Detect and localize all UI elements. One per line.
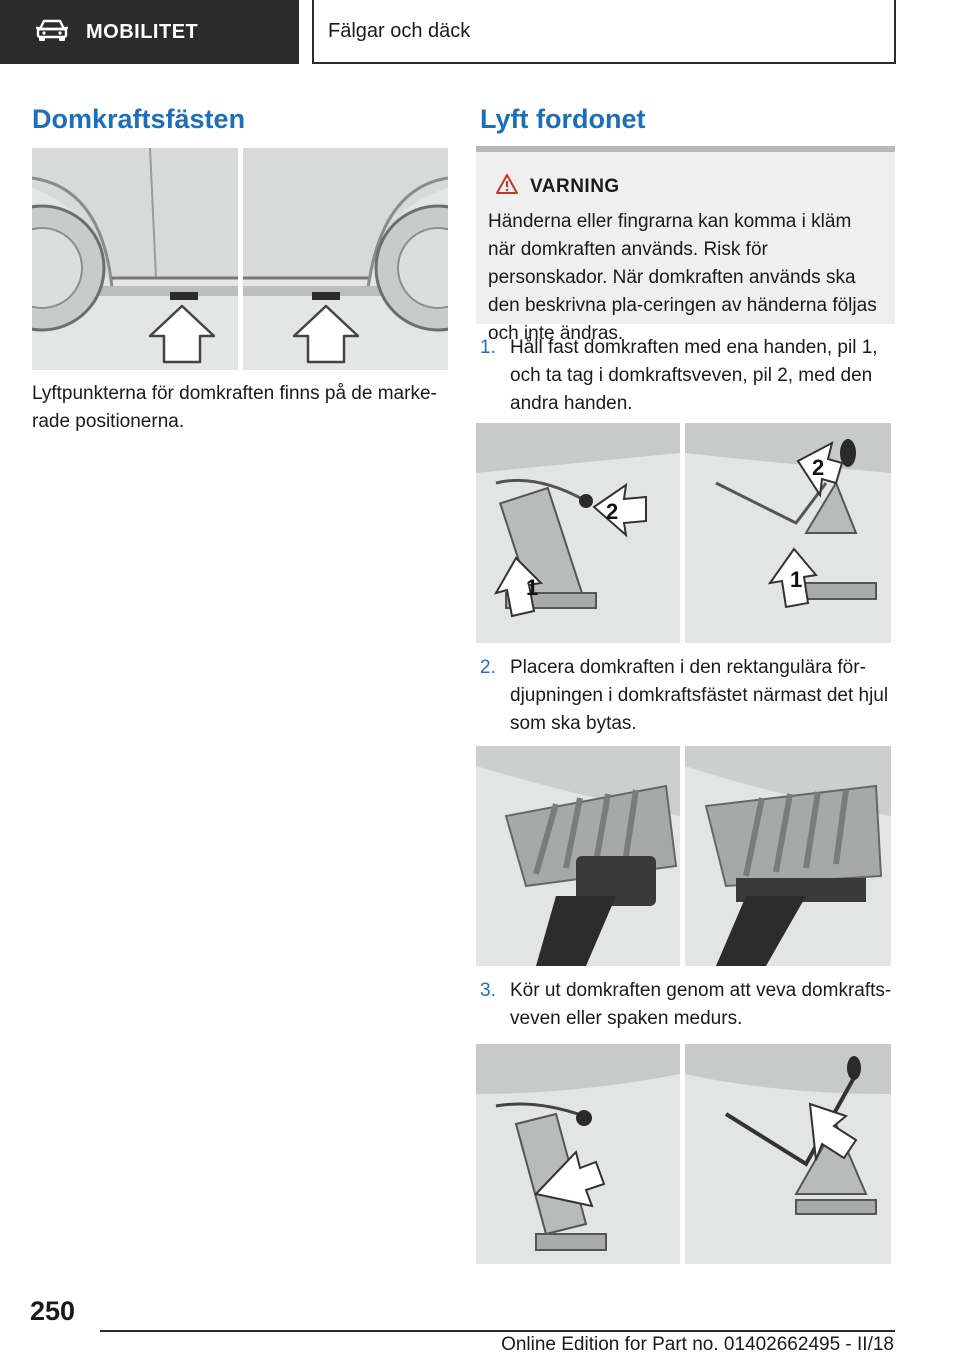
footer-edition: Online Edition for Part no. 01402662495 - II/18 (501, 1334, 894, 1355)
breadcrumb (312, 0, 896, 64)
warning-title-row (496, 174, 883, 200)
car-icon (36, 18, 68, 47)
warning-box (476, 146, 895, 344)
footer-divider (100, 1330, 895, 1332)
step-3 (480, 977, 896, 1033)
warning-icon (496, 174, 518, 200)
step-number: 2. (480, 657, 496, 678)
warning-text: Händerna eller fingrarna kan komma i kläm när domkraften används. Risk för personskador. När domkraften används ska den beskrivna pla-ceringen av händerna följas och inte ändras. (488, 211, 877, 344)
step-1 (480, 334, 896, 418)
step-number: 3. (480, 980, 496, 1001)
section-label: MOBILITET (86, 20, 199, 43)
jack-crank-figure (476, 1044, 891, 1264)
jack-hold-figure (476, 423, 891, 643)
step-text: Kör ut domkraften genom att veva domkrafts-veven eller spaken medurs. (510, 980, 892, 1029)
step-text: Håll fast domkraften med ena handen, pil 1, och ta tag i domkraftsveven, pil 2, med den andra handen. (510, 337, 878, 414)
left-caption: Lyftpunkterna för domkraften finns på de marke-rade positionerna. (32, 383, 437, 432)
right-heading: Lyft fordonet (480, 104, 646, 134)
breadcrumb-text: Fälgar och däck (328, 19, 471, 42)
figure-label-2b: 2 (812, 455, 825, 480)
jack-points-figure (32, 148, 448, 370)
section-tab (0, 0, 299, 64)
step-2 (480, 654, 896, 738)
figure-label-1a: 1 (526, 575, 539, 600)
step-text: Placera domkraften i den rektangulära för-djupningen i domkraftsfästet närmast det hjul som ska bytas. (510, 657, 889, 734)
jack-placement-figure (476, 746, 891, 966)
figure-label-1b: 1 (790, 567, 803, 592)
warning-title: VARNING (530, 176, 620, 197)
left-heading: Domkraftsfästen (32, 104, 246, 134)
figure-label-2a: 2 (606, 499, 619, 524)
step-number: 1. (480, 337, 496, 358)
page-number: 250 (30, 1296, 76, 1326)
